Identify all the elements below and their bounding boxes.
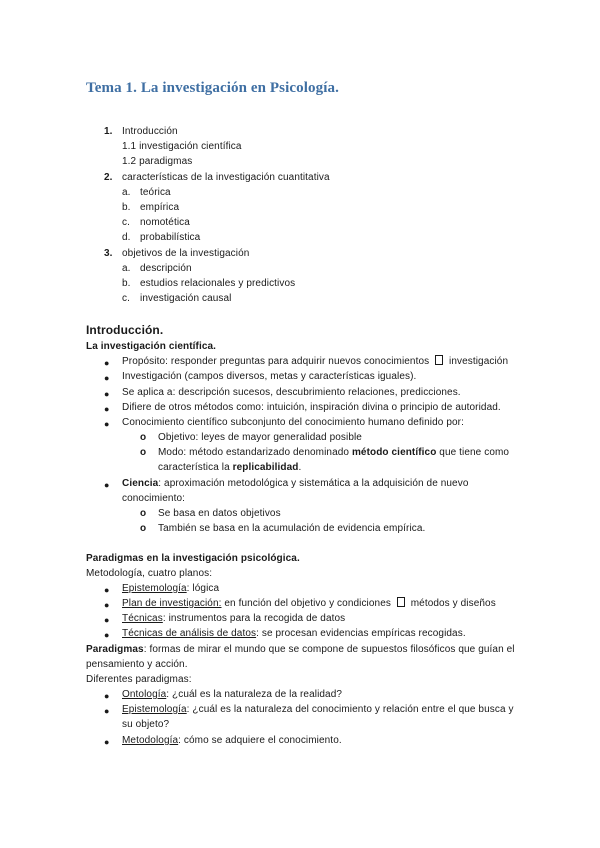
subsection-heading: La investigación científica. (86, 341, 217, 352)
toc-item: Introducción (122, 126, 178, 137)
bullet-text: Conocimiento científico subconjunto del conocimiento humano definido por: (122, 417, 464, 428)
sub-bullet-text: característica la replicabilidad. (158, 462, 302, 473)
bullet-text: conocimiento: (122, 493, 185, 504)
missing-glyph-icon (435, 355, 443, 365)
toc-subitem: investigación causal (140, 293, 232, 304)
bullet-text: Metodología: cómo se adquiere el conocimiento. (122, 735, 342, 746)
bullet-icon: ● (104, 480, 110, 490)
toc-letter: a. (122, 187, 131, 198)
bullet-icon: ● (104, 373, 110, 383)
page-title: Tema 1. La investigación en Psicología. (86, 80, 339, 96)
toc-item: características de la investigación cuantitativa (122, 172, 330, 183)
bullet-text: Técnicas de análisis de datos: se procesan evidencias empíricas recogidas. (122, 628, 466, 639)
circle-bullet-icon: o (140, 432, 147, 443)
bullet-text: Propósito: responder preguntas para adquirir nuevos conocimientos investigación (122, 356, 509, 367)
toc-subitem: nomotética (140, 217, 190, 228)
circle-bullet-icon: o (140, 523, 147, 534)
toc-letter: d. (122, 232, 131, 243)
toc-subitem: 1.2 paradigmas (122, 156, 193, 167)
bullet-text: Ontología: ¿cuál es la naturaleza de la realidad? (122, 689, 343, 700)
toc-subitem: teórica (140, 187, 171, 198)
bullet-icon: ● (104, 404, 110, 414)
bullet-icon: ● (104, 389, 110, 399)
bullet-text: Se aplica a: descripción sucesos, descubrimiento relaciones, predicciones. (122, 387, 461, 398)
bullet-text: Difiere de otros métodos como: intuición, inspiración divina o principio de autoridad. (122, 402, 501, 413)
toc-letter: b. (122, 202, 131, 213)
toc-subitem: estudios relacionales y predictivos (140, 278, 296, 289)
toc-subitem: empírica (140, 202, 180, 213)
toc-number: 3. (104, 248, 113, 259)
bullet-text: Plan de investigación: en función del objetivo y condiciones métodos y diseños (122, 598, 496, 609)
toc-subitem: descripción (140, 263, 192, 274)
bullet-text: Ciencia: aproximación metodológica y sistemática a la adquisición de nuevo (122, 478, 469, 489)
toc-letter: a. (122, 263, 131, 274)
paragraph: Diferentes paradigmas: (86, 674, 192, 685)
sub-bullet-text: También se basa en la acumulación de evidencia empírica. (158, 523, 426, 534)
toc-subitem: 1.1 investigación científica (122, 141, 242, 152)
bullet-text: su objeto? (122, 719, 170, 730)
sub-bullet-text: Objetivo: leyes de mayor generalidad posible (158, 432, 362, 443)
sub-bullet-text: Se basa en datos objetivos (158, 508, 281, 519)
bullet-text: Técnicas: instrumentos para la recogida de datos (122, 613, 346, 624)
toc-number: 2. (104, 172, 113, 183)
section-heading: Introducción. (86, 323, 164, 337)
bullet-icon: ● (104, 615, 110, 625)
circle-bullet-icon: o (140, 508, 147, 519)
bullet-icon: ● (104, 737, 110, 747)
bullet-text: Investigación (campos diversos, metas y características iguales). (122, 371, 417, 382)
sub-bullet-text: Modo: método estandarizado denominado método científico que tiene como (158, 447, 510, 458)
missing-glyph-icon (397, 597, 405, 607)
bullet-icon: ● (104, 358, 110, 368)
bullet-icon: ● (104, 419, 110, 429)
paragraph: pensamiento y acción. (86, 659, 188, 670)
toc-letter: b. (122, 278, 131, 289)
bullet-icon: ● (104, 691, 110, 701)
bullet-text: Epistemología: ¿cuál es la naturaleza del conocimiento y relación entre el que busca y (122, 704, 514, 715)
circle-bullet-icon: o (140, 447, 147, 458)
subsection-heading: Paradigmas en la investigación psicológica. (86, 553, 300, 564)
bullet-icon: ● (104, 706, 110, 716)
bullet-icon: ● (104, 585, 110, 595)
paragraph: Metodología, cuatro planos: (86, 568, 213, 579)
bullet-icon: ● (104, 630, 110, 640)
toc-item: objetivos de la investigación (122, 248, 250, 259)
paragraph: Paradigmas: formas de mirar el mundo que se compone de supuestos filosóficos que guían el (86, 644, 515, 655)
toc-letter: c. (122, 293, 130, 304)
toc-letter: c. (122, 217, 130, 228)
toc-subitem: probabilística (140, 232, 201, 243)
bullet-icon: ● (104, 600, 110, 610)
toc-number: 1. (104, 126, 113, 137)
bullet-text: Epistemología: lógica (122, 583, 220, 594)
